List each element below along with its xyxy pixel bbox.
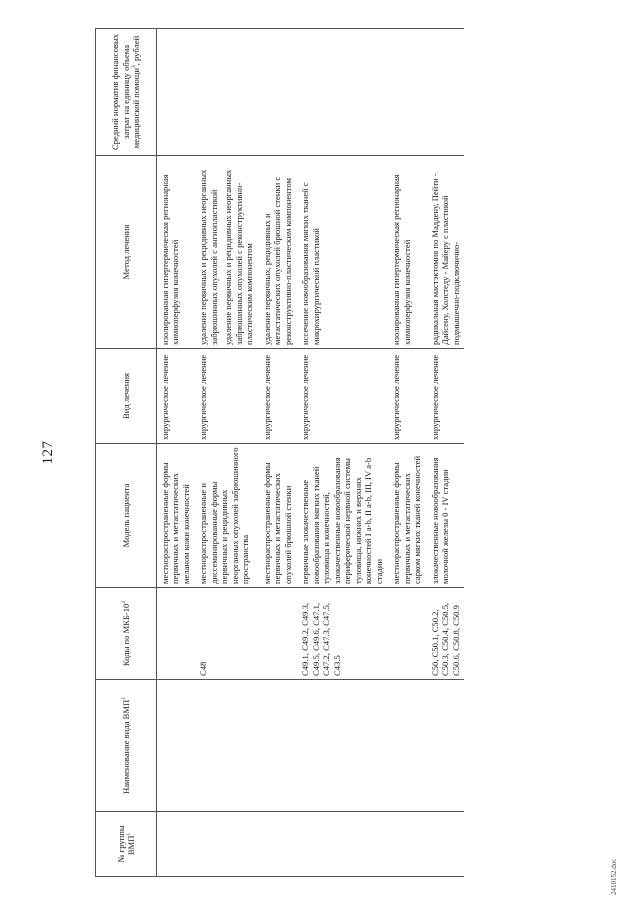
mkb-codes-cell	[387, 588, 425, 680]
patient-model-cell: местнораспространенные формы первичных и метастатических сарком мягких тканей конечностей	[387, 444, 425, 588]
mkb-codes-cell: C48	[194, 588, 257, 680]
header-treatment-type: Вид лечения	[96, 349, 157, 444]
treatment-type-cell: хирургическое лечение	[387, 349, 425, 444]
mkb-codes-cell	[157, 588, 195, 680]
table-header-row	[96, 29, 157, 877]
header-mkb-codes: Коды по МКБ-$10^2$	[96, 588, 157, 680]
vmp-table	[95, 28, 464, 877]
patient-model-cell: местнораспространенные формы первичных и метастатических опухолей брюшной стенки	[258, 444, 296, 588]
patient-model-cell: местнораспространенные формы первичных и метастатических меланом кожи конечностей	[157, 444, 195, 588]
treatment-method-cell: удаление первичных, рецидивных и метастатических опухолей брюшной стенки с реконструктивно-пластическим компонентом	[258, 156, 296, 349]
patient-model-cell: злокачественные новообразования молочной железы 0 - IV стадии	[426, 444, 464, 588]
header-avg-cost: Средний норматив финансовых затрат на единицу объема медицинской помощи$^3$, рублей	[96, 29, 157, 156]
table-row	[194, 29, 257, 877]
header-treatment-method: Метод лечения	[96, 156, 157, 349]
table-row	[157, 29, 195, 877]
treatment-method-cell: радикальная мастэктомия по Маддену, Пейти - Дайсену, Холстеду - Майеру с пластикой подмышечно-подключично-	[426, 156, 464, 349]
table-row	[426, 29, 464, 877]
header-vmp-name: Наименование вида ВМП$^1$	[96, 680, 157, 812]
treatment-method-cell: изолированная гипертермическая регионарная химиоперфузия конечностей	[157, 156, 195, 349]
treatment-type-cell: хирургическое лечение	[157, 349, 195, 444]
document-id: 2410152.doc	[610, 858, 618, 895]
page-number: 127	[40, 440, 56, 465]
table-row	[296, 29, 387, 877]
table-row	[258, 29, 296, 877]
mkb-codes-cell: C49.1, C49.2, C49.3, C49.5, C49.6, C47.1, C47.2, C47.3, C47.5, C43.5	[296, 588, 387, 680]
treatment-type-cell: хирургическое лечение	[426, 349, 464, 444]
header-patient-model: Модель пациента	[96, 444, 157, 588]
treatment-type-cell: хирургическое лечение	[296, 349, 387, 444]
treatment-type-cell: хирургическое лечение	[258, 349, 296, 444]
mkb-codes-cell	[258, 588, 296, 680]
header-group-no: № группы ВМП$^1$	[96, 812, 157, 877]
treatment-method-cell: изолированная гипертермическая регионарная химиоперфузия конечностей	[387, 156, 425, 349]
treatment-method-cell: иссечение новообразования мягких тканей с микрохирургической пластикой	[296, 156, 387, 349]
treatment-method-cell: удаление первичных и рецидивных неорганных забрюшинных опухолей с ангиопластикой удаление первичных и рецидивных неорганных забрюшинных опухолей с реконструктивно-пластическим компонентом	[194, 156, 257, 349]
patient-model-cell: первичные злокачественные новообразования мягких тканей туловища и конечностей, злокачественные новообразования периферической нервной системы туловища, нижних и верхних конечностей I a-b, II a-b, III, IV a-b стадии	[296, 444, 387, 588]
treatment-type-cell: хирургическое лечение	[194, 349, 257, 444]
table-row	[387, 29, 425, 877]
patient-model-cell: местнораспространенные и диссеминированные формы первичных и рецидивных неорганных опухолей забрюшинного пространства	[194, 444, 257, 588]
mkb-codes-cell: C50, C50.1, C50.2, C50.3, C50.4, C50.5, C50.6, C50.8, C50.9	[426, 588, 464, 680]
